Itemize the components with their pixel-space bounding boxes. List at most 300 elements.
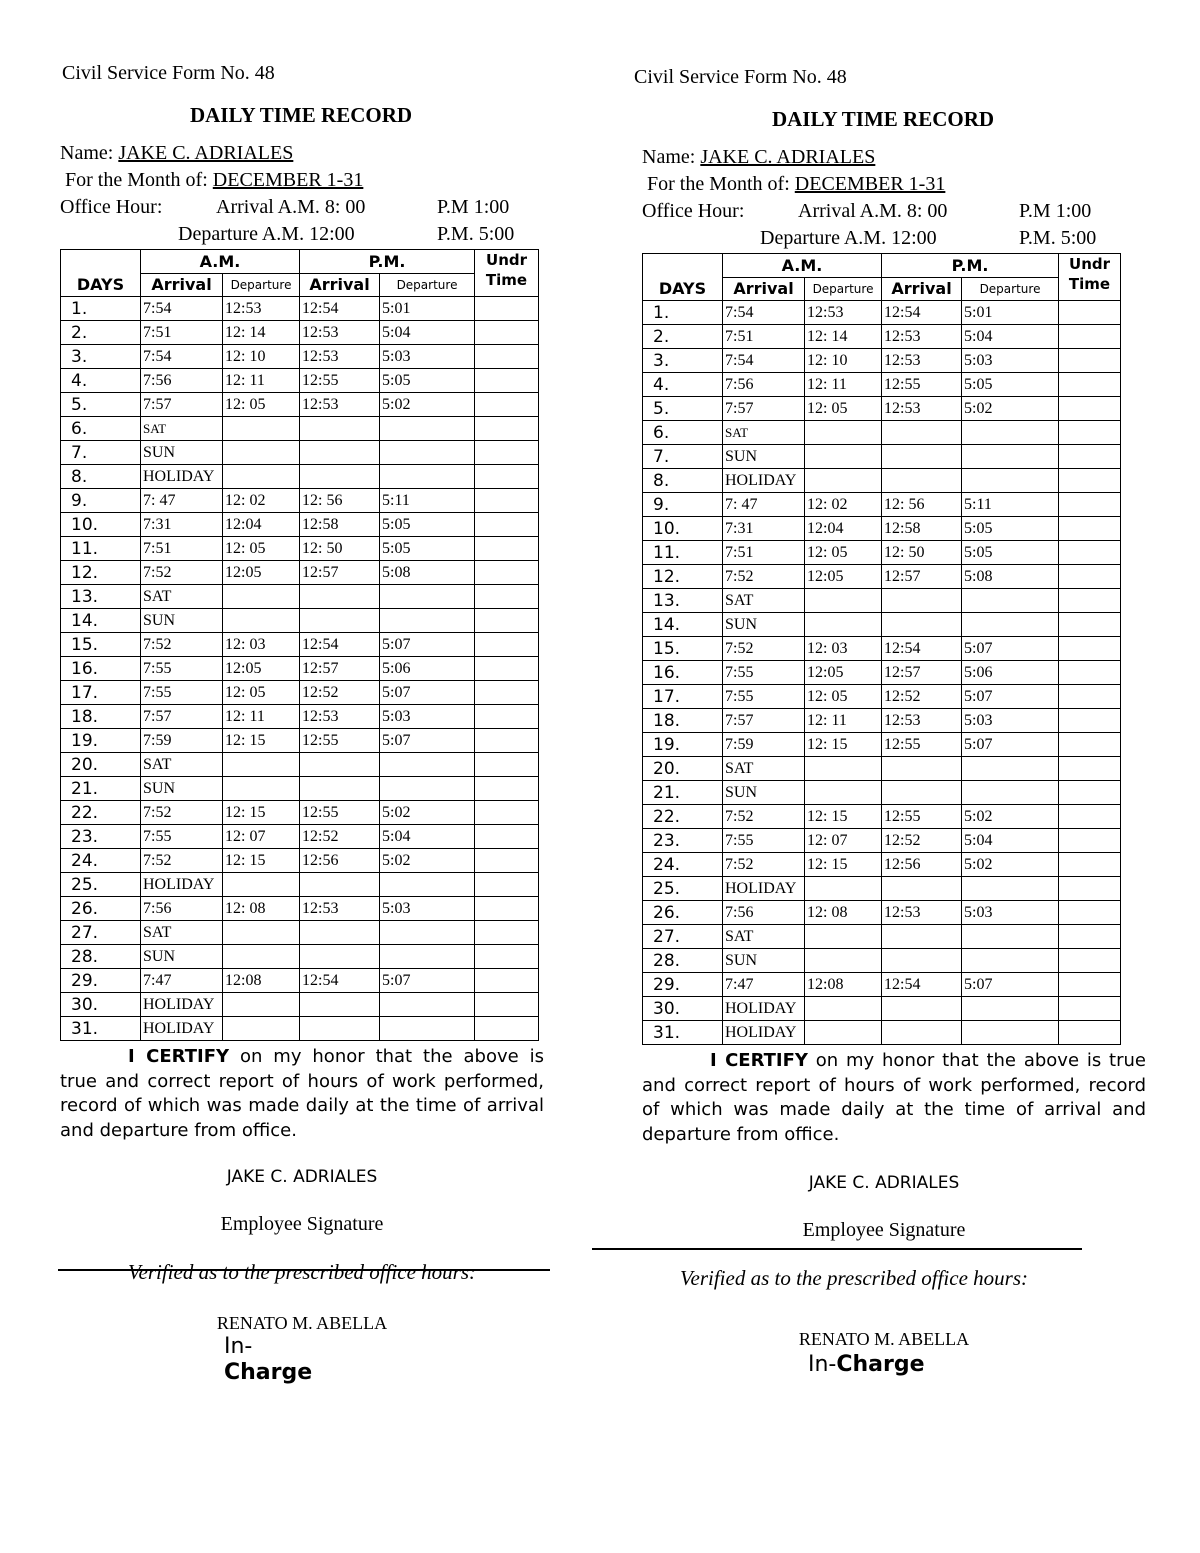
pm-departure-cell: 5:07 — [380, 681, 475, 705]
undertime-cell — [1059, 373, 1121, 397]
pm-arrival-cell: 12:55 — [300, 801, 380, 825]
form-title: DAILY TIME RECORD — [771, 107, 995, 131]
undertime-cell — [1059, 781, 1121, 805]
am-arrival-cell: SAT — [723, 421, 805, 445]
pm-arrival-cell: 12:55 — [300, 369, 380, 393]
incharge-title-prefix: In- — [808, 1352, 837, 1377]
table-row — [61, 1017, 539, 1041]
table-row — [643, 613, 1121, 637]
day-cell: 15. — [61, 633, 141, 657]
name-line — [642, 144, 1132, 171]
table-row — [61, 753, 539, 777]
day-cell: 10. — [643, 517, 723, 541]
pm-departure-cell: 5:07 — [962, 973, 1059, 997]
departure-line — [642, 225, 1132, 252]
table-row — [643, 973, 1121, 997]
pm-departure-cell — [380, 873, 475, 897]
incharge-title — [224, 1334, 550, 1386]
undertime-cell — [1059, 301, 1121, 325]
undertime-cell — [1059, 685, 1121, 709]
verified-text: Verified as to the prescribed office hours: — [680, 1266, 1028, 1290]
am-arrival-cell: 7:47 — [723, 973, 805, 997]
undertime-cell — [1059, 661, 1121, 685]
pm-arrival-cell: 12:54 — [300, 297, 380, 321]
pm-arrival-cell: 12:55 — [882, 733, 962, 757]
am-arrival-cell: SUN — [723, 445, 805, 469]
am-arrival-cell: SAT — [141, 585, 223, 609]
am-arrival-cell: SUN — [141, 441, 223, 465]
am-arrival-cell: 7:51 — [141, 321, 223, 345]
am-arrival-cell: 7: 47 — [141, 489, 223, 513]
certification-text — [60, 1045, 544, 1143]
table-row — [643, 397, 1121, 421]
pm-arrival-cell: 12:53 — [882, 397, 962, 421]
undertime-header — [1059, 254, 1121, 301]
pm-departure-cell — [962, 925, 1059, 949]
day-cell: 17. — [61, 681, 141, 705]
month-line — [647, 171, 1132, 198]
table-subheader-row — [61, 273, 539, 297]
undertime-cell — [475, 441, 539, 465]
am-departure-cell: 12: 02 — [223, 489, 300, 513]
table-row — [61, 513, 539, 537]
am-arrival-cell: 7:54 — [723, 349, 805, 373]
pm-arrival-cell: 12:56 — [882, 853, 962, 877]
pm-departure-header: Departure — [380, 273, 475, 297]
undertime-cell — [1059, 853, 1121, 877]
undertime-cell — [475, 585, 539, 609]
am-departure-cell — [805, 421, 882, 445]
am-arrival-cell: 7:47 — [141, 969, 223, 993]
pm-arrival-cell — [882, 589, 962, 613]
undertime-cell — [475, 897, 539, 921]
pm-arrival-cell: 12: 56 — [882, 493, 962, 517]
table-row — [61, 969, 539, 993]
day-cell: 23. — [61, 825, 141, 849]
day-cell: 27. — [61, 921, 141, 945]
table-row — [61, 873, 539, 897]
pm-arrival-cell: 12:53 — [300, 321, 380, 345]
office-hour-label: Office Hour: — [60, 196, 163, 218]
signature-line — [592, 1248, 1082, 1250]
certification-text — [642, 1049, 1146, 1147]
day-cell: 16. — [61, 657, 141, 681]
undertime-cell — [1059, 325, 1121, 349]
day-cell: 18. — [61, 705, 141, 729]
pm-departure-cell: 5:05 — [380, 513, 475, 537]
day-cell: 26. — [61, 897, 141, 921]
day-cell: 1. — [643, 301, 723, 325]
day-cell: 30. — [643, 997, 723, 1021]
am-departure-cell — [223, 753, 300, 777]
am-arrival-cell: HOLIDAY — [723, 877, 805, 901]
am-departure-cell: 12: 05 — [223, 681, 300, 705]
day-cell: 8. — [61, 465, 141, 489]
employee-info — [60, 140, 550, 248]
table-subheader-row — [643, 277, 1121, 301]
am-arrival-cell: 7:54 — [141, 345, 223, 369]
pm-departure-cell: 5:03 — [380, 897, 475, 921]
pm-departure-cell — [380, 417, 475, 441]
pm-departure-cell: 5:02 — [962, 805, 1059, 829]
am-departure-cell — [805, 469, 882, 493]
pm-departure-cell — [380, 585, 475, 609]
pm-arrival-cell: 12:54 — [300, 969, 380, 993]
table-row — [643, 829, 1121, 853]
pm-arrival-cell: 12: 50 — [300, 537, 380, 561]
undertime-header — [475, 250, 539, 297]
name-label: Name: — [642, 146, 696, 168]
pm-header: P.M. — [300, 250, 475, 274]
am-arrival-cell: 7:52 — [141, 633, 223, 657]
incharge-title-main: Charge — [224, 1360, 313, 1385]
am-arrival-cell: 7:52 — [141, 561, 223, 585]
table-row — [61, 585, 539, 609]
pm-departure-cell: 5:07 — [962, 637, 1059, 661]
am-arrival-cell: 7:55 — [141, 657, 223, 681]
pm-arrival-cell — [882, 781, 962, 805]
am-arrival-cell: 7: 47 — [723, 493, 805, 517]
pm-arrival-cell — [882, 613, 962, 637]
am-arrival-cell: 7:52 — [141, 801, 223, 825]
day-cell: 10. — [61, 513, 141, 537]
month-value: DECEMBER 1-31 — [794, 173, 946, 195]
table-row — [643, 565, 1121, 589]
am-departure-cell: 12: 15 — [223, 849, 300, 873]
pm-arrival-cell: 12:53 — [300, 393, 380, 417]
undertime-cell — [1059, 541, 1121, 565]
am-departure-cell — [223, 585, 300, 609]
am-arrival-cell: 7:59 — [141, 729, 223, 753]
days-header: DAYS — [643, 277, 723, 301]
pm-departure-cell: 5:02 — [962, 397, 1059, 421]
undertime-cell — [1059, 565, 1121, 589]
am-departure-cell — [805, 613, 882, 637]
undertime-cell — [475, 945, 539, 969]
pm-arrival-cell: 12:53 — [300, 897, 380, 921]
day-cell: 23. — [643, 829, 723, 853]
am-departure-cell — [805, 781, 882, 805]
day-cell: 9. — [61, 489, 141, 513]
undertime-cell — [1059, 829, 1121, 853]
incharge-name: RENATO M. ABELLA — [216, 1313, 388, 1333]
am-arrival-cell: HOLIDAY — [141, 993, 223, 1017]
am-departure-cell: 12: 03 — [223, 633, 300, 657]
pm-arrival-cell: 12:54 — [882, 637, 962, 661]
departure-pm: P.M. 5:00 — [437, 223, 515, 245]
undertime-cell — [475, 801, 539, 825]
pm-arrival-cell: 12:56 — [300, 849, 380, 873]
time-label: Time — [485, 271, 528, 289]
day-cell: 20. — [643, 757, 723, 781]
undertime-cell — [475, 993, 539, 1017]
pm-arrival-header: Arrival — [882, 277, 962, 301]
undertime-cell — [475, 849, 539, 873]
incharge-name: RENATO M. ABELLA — [798, 1329, 970, 1349]
undertime-cell — [1059, 613, 1121, 637]
day-cell: 28. — [643, 949, 723, 973]
table-row — [643, 853, 1121, 877]
day-cell: 31. — [643, 1021, 723, 1045]
am-arrival-cell: SUN — [141, 777, 223, 801]
table-row — [643, 637, 1121, 661]
am-departure-cell: 12:53 — [805, 301, 882, 325]
pm-arrival-cell — [300, 945, 380, 969]
pm-arrival-cell: 12:57 — [882, 565, 962, 589]
am-header: A.M. — [723, 254, 882, 278]
employee-info — [642, 144, 1132, 252]
employee-name: JAKE C. ADRIALES — [226, 1167, 378, 1187]
undertime-cell — [1059, 973, 1121, 997]
day-cell: 5. — [643, 397, 723, 421]
undertime-cell — [1059, 997, 1121, 1021]
day-cell: 12. — [61, 561, 141, 585]
name-label: Name: — [60, 142, 114, 164]
pm-departure-cell: 5:05 — [962, 517, 1059, 541]
pm-departure-cell: 5:06 — [962, 661, 1059, 685]
day-cell: 5. — [61, 393, 141, 417]
pm-arrival-cell: 12:58 — [882, 517, 962, 541]
pm-departure-cell: 5:03 — [380, 705, 475, 729]
undertime-cell — [475, 633, 539, 657]
undertime-cell — [475, 609, 539, 633]
am-arrival-cell: 7:56 — [141, 897, 223, 921]
day-cell: 7. — [61, 441, 141, 465]
am-arrival-cell: SUN — [723, 613, 805, 637]
am-departure-cell: 12: 15 — [805, 805, 882, 829]
time-record-table — [60, 249, 539, 1041]
am-departure-cell: 12: 07 — [805, 829, 882, 853]
pm-arrival-cell: 12:55 — [300, 729, 380, 753]
undr-label: Undr — [1069, 255, 1111, 273]
table-row — [643, 781, 1121, 805]
departure-label: Departure A.M. 12:00 — [760, 227, 937, 249]
undertime-cell — [475, 489, 539, 513]
table-row — [643, 757, 1121, 781]
day-cell: 13. — [643, 589, 723, 613]
pm-arrival-cell — [300, 873, 380, 897]
day-cell: 9. — [643, 493, 723, 517]
departure-pm: P.M. 5:00 — [1019, 227, 1097, 249]
day-cell: 15. — [643, 637, 723, 661]
undertime-cell — [475, 921, 539, 945]
undertime-cell — [1059, 901, 1121, 925]
am-departure-cell — [223, 945, 300, 969]
am-departure-cell: 12:05 — [223, 561, 300, 585]
day-cell: 6. — [61, 417, 141, 441]
undertime-cell — [1059, 877, 1121, 901]
pm-departure-cell: 5:01 — [962, 301, 1059, 325]
am-departure-cell — [805, 925, 882, 949]
pm-departure-cell — [962, 949, 1059, 973]
pm-arrival-cell: 12:54 — [300, 633, 380, 657]
table-row — [61, 657, 539, 681]
am-arrival-cell: 7:55 — [141, 825, 223, 849]
pm-arrival-cell — [882, 925, 962, 949]
pm-arrival-cell: 12:57 — [300, 657, 380, 681]
departure-line — [60, 221, 550, 248]
table-row — [61, 921, 539, 945]
table-row — [61, 489, 539, 513]
pm-departure-cell: 5:01 — [380, 297, 475, 321]
table-row — [643, 997, 1121, 1021]
am-departure-cell — [223, 441, 300, 465]
am-arrival-cell: 7:51 — [723, 541, 805, 565]
day-cell: 24. — [61, 849, 141, 873]
pm-arrival-cell — [300, 585, 380, 609]
pm-departure-cell — [962, 469, 1059, 493]
am-departure-cell: 12:08 — [805, 973, 882, 997]
pm-header: P.M. — [882, 254, 1059, 278]
table-row — [61, 609, 539, 633]
undertime-cell — [475, 513, 539, 537]
pm-arrival-cell: 12:53 — [882, 349, 962, 373]
pm-arrival-cell — [882, 949, 962, 973]
days-header-blank — [643, 254, 723, 278]
am-departure-cell: 12: 05 — [223, 537, 300, 561]
am-departure-cell: 12:04 — [805, 517, 882, 541]
day-cell: 2. — [643, 325, 723, 349]
am-arrival-cell: 7:56 — [723, 901, 805, 925]
table-row — [643, 877, 1121, 901]
table-row — [643, 469, 1121, 493]
pm-departure-cell: 5:07 — [380, 633, 475, 657]
pm-departure-cell — [380, 777, 475, 801]
am-arrival-cell: SUN — [141, 945, 223, 969]
table-row — [61, 897, 539, 921]
time-record-body — [61, 250, 539, 1041]
table-row — [643, 685, 1121, 709]
pm-arrival-cell — [300, 609, 380, 633]
day-cell: 13. — [61, 585, 141, 609]
am-departure-cell: 12: 15 — [223, 801, 300, 825]
undertime-cell — [1059, 421, 1121, 445]
table-header-row — [61, 250, 539, 274]
am-departure-cell: 12:04 — [223, 513, 300, 537]
table-header-row — [643, 254, 1121, 278]
undertime-cell — [1059, 805, 1121, 829]
am-arrival-cell: 7:57 — [141, 705, 223, 729]
undertime-cell — [1059, 445, 1121, 469]
table-row — [643, 373, 1121, 397]
undertime-cell — [475, 729, 539, 753]
month-label: For the Month of: — [647, 173, 790, 195]
table-row — [61, 729, 539, 753]
am-departure-cell: 12: 11 — [223, 369, 300, 393]
pm-departure-cell: 5:04 — [962, 325, 1059, 349]
table-row — [643, 421, 1121, 445]
certify-body: on my honor that the above is true and correct report of hours of work performed, record of which was made daily at the time of arrival and departure from office. — [60, 1046, 544, 1141]
am-departure-cell — [223, 417, 300, 441]
am-arrival-cell: 7:55 — [723, 685, 805, 709]
am-departure-cell — [805, 445, 882, 469]
days-header-blank — [61, 250, 141, 274]
table-row — [61, 633, 539, 657]
am-departure-cell — [805, 949, 882, 973]
am-arrival-cell: HOLIDAY — [723, 997, 805, 1021]
am-arrival-cell: SUN — [141, 609, 223, 633]
pm-arrival-cell: 12:55 — [882, 373, 962, 397]
am-arrival-cell: SAT — [723, 589, 805, 613]
time-label: Time — [1068, 275, 1111, 293]
table-row — [61, 393, 539, 417]
employee-name: JAKE C. ADRIALES — [808, 1173, 960, 1193]
am-arrival-cell: SUN — [723, 949, 805, 973]
pm-departure-cell: 5:07 — [962, 685, 1059, 709]
table-row — [61, 825, 539, 849]
day-cell: 18. — [643, 709, 723, 733]
undertime-cell — [475, 777, 539, 801]
pm-departure-cell — [962, 757, 1059, 781]
table-row — [643, 661, 1121, 685]
day-cell: 19. — [61, 729, 141, 753]
table-row — [643, 325, 1121, 349]
certify-bold: I CERTIFY — [710, 1050, 808, 1071]
undertime-cell — [1059, 925, 1121, 949]
am-arrival-cell: 7:57 — [723, 709, 805, 733]
day-cell: 29. — [61, 969, 141, 993]
pm-departure-cell — [380, 441, 475, 465]
day-cell: 4. — [643, 373, 723, 397]
table-row — [643, 709, 1121, 733]
day-cell: 21. — [61, 777, 141, 801]
day-cell: 6. — [643, 421, 723, 445]
am-arrival-cell: 7:51 — [723, 325, 805, 349]
am-arrival-cell: 7:55 — [723, 829, 805, 853]
am-departure-cell: 12: 11 — [805, 373, 882, 397]
am-arrival-cell: SAT — [723, 757, 805, 781]
table-row — [643, 349, 1121, 373]
table-row — [61, 537, 539, 561]
pm-arrival-cell: 12: 56 — [300, 489, 380, 513]
undertime-cell — [475, 753, 539, 777]
am-departure-header: Departure — [223, 273, 300, 297]
undertime-cell — [1059, 589, 1121, 613]
am-arrival-cell: HOLIDAY — [141, 873, 223, 897]
pm-arrival-cell — [300, 441, 380, 465]
table-row — [61, 297, 539, 321]
pm-arrival-cell — [882, 997, 962, 1021]
table-row — [61, 561, 539, 585]
month-label: For the Month of: — [65, 169, 208, 191]
undertime-cell — [1059, 1021, 1121, 1045]
pm-departure-cell: 5:08 — [962, 565, 1059, 589]
undertime-cell — [1059, 517, 1121, 541]
pm-arrival-cell — [300, 417, 380, 441]
pm-departure-cell: 5:03 — [962, 901, 1059, 925]
am-departure-cell: 12: 11 — [805, 709, 882, 733]
pm-departure-cell: 5:02 — [380, 801, 475, 825]
table-row — [643, 517, 1121, 541]
am-arrival-cell: SAT — [141, 417, 223, 441]
day-cell: 26. — [643, 901, 723, 925]
pm-departure-cell: 5:05 — [962, 373, 1059, 397]
am-departure-cell: 12: 05 — [223, 393, 300, 417]
pm-arrival-cell — [300, 777, 380, 801]
form-number: Civil Service Form No. 48 — [634, 66, 847, 88]
table-row — [643, 493, 1121, 517]
table-row — [643, 445, 1121, 469]
day-cell: 29. — [643, 973, 723, 997]
undertime-cell — [475, 561, 539, 585]
undertime-cell — [475, 465, 539, 489]
undertime-cell — [1059, 733, 1121, 757]
signature-line — [58, 1269, 550, 1271]
am-departure-cell: 12: 02 — [805, 493, 882, 517]
incharge-title-main: Charge — [836, 1352, 925, 1377]
pm-arrival-cell: 12: 50 — [882, 541, 962, 565]
am-departure-cell: 12: 05 — [805, 685, 882, 709]
